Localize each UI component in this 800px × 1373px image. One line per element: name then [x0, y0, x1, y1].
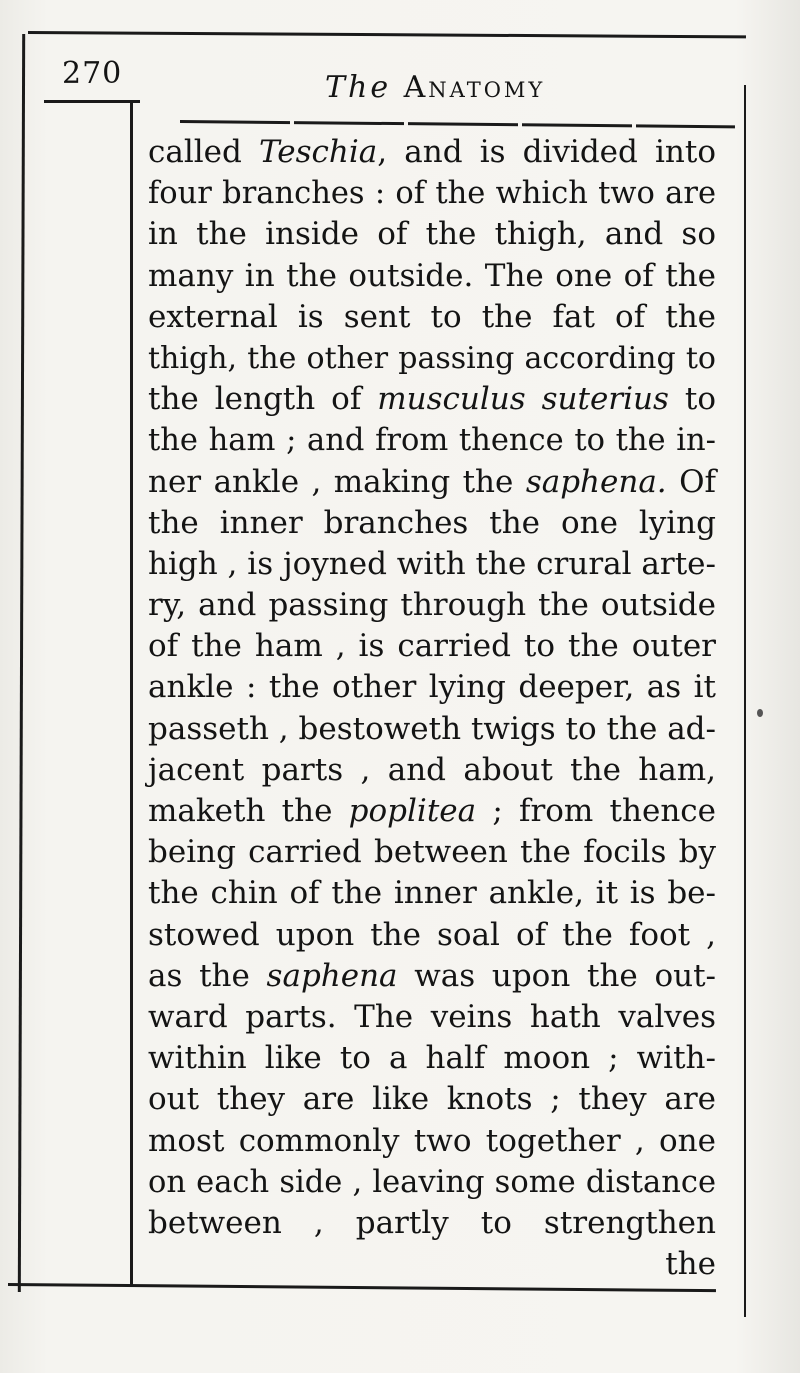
- text-line: [148, 544, 716, 585]
- header-rule: [180, 120, 735, 128]
- text-line: [148, 1162, 716, 1203]
- text-line: [148, 997, 716, 1038]
- text-line: [148, 1203, 716, 1244]
- line-text: ner ankle , making the: [148, 463, 526, 500]
- italic-term: musculus suterius: [377, 381, 669, 418]
- catchword-text: the: [665, 1246, 716, 1283]
- text-line: [148, 173, 716, 214]
- line-text: ward parts. The veins hath valves: [148, 998, 716, 1035]
- margin-rule: [130, 100, 133, 1285]
- text-line: [148, 873, 716, 914]
- text-line: [148, 750, 716, 791]
- line-text: the ham ; and from thence to the in-: [148, 423, 716, 459]
- line-text: the length of: [148, 381, 378, 418]
- text-line: [148, 626, 716, 667]
- line-text: as the: [148, 957, 267, 994]
- text-line: [148, 956, 716, 997]
- line-text: , and is divided into: [377, 134, 717, 170]
- italic-term: poplitea: [348, 793, 477, 829]
- text-line: [148, 256, 716, 297]
- text-line: [148, 709, 716, 750]
- line-text: out they are like knots ; they are: [148, 1081, 716, 1118]
- line-text: between , partly to strengthen: [148, 1204, 716, 1241]
- line-text: Of: [666, 463, 716, 500]
- text-line: [148, 791, 716, 832]
- line-text: to: [668, 381, 717, 418]
- text-line: [148, 132, 716, 173]
- right-border-rule: [744, 85, 746, 1317]
- italic-term: saphena.: [525, 463, 667, 500]
- text-line: [148, 585, 716, 626]
- running-head-title: Anatomy: [403, 70, 546, 105]
- line-text: four branches : of the which two are: [148, 176, 716, 212]
- running-head-article: The: [325, 70, 392, 105]
- text-line: [148, 338, 716, 379]
- line-text: being carried between the focils by: [148, 834, 716, 871]
- line-text: maketh the: [148, 793, 349, 829]
- text-line: [148, 1038, 716, 1079]
- text-line: [148, 667, 716, 708]
- line-text: was upon the out-: [397, 957, 716, 994]
- top-rule: [28, 31, 746, 38]
- ink-blot: [757, 709, 763, 717]
- text-line: [148, 379, 716, 420]
- line-text: most commonly two together , one: [148, 1122, 716, 1159]
- line-text: thigh, the other passing according to: [148, 340, 716, 376]
- text-line: [148, 297, 716, 338]
- text-line: [148, 832, 716, 873]
- body-text: [148, 132, 716, 1285]
- text-line: [148, 1079, 716, 1120]
- line-text: external is sent to the fat of the: [148, 298, 716, 335]
- text-line: [148, 462, 716, 503]
- text-line: [148, 214, 716, 255]
- line-text: ankle : the other lying deeper, as it: [148, 669, 716, 706]
- line-text: of the ham , is carried to the outer: [148, 628, 716, 665]
- line-text: on each side , leaving some distance: [148, 1164, 716, 1200]
- text-line: [148, 503, 716, 544]
- line-text: in the inside of the thigh, and so: [148, 216, 716, 253]
- text-line: [148, 1121, 716, 1162]
- line-text: the chin of the inner ankle, it is be-: [148, 875, 716, 912]
- line-text: jacent parts , and about the ham,: [148, 751, 716, 788]
- running-head: [325, 70, 545, 105]
- page-number: 270: [62, 56, 123, 91]
- line-text: many in the outside. The one of the: [148, 257, 716, 294]
- line-text: passeth , bestoweth twigs to the ad-: [148, 710, 716, 747]
- line-text: stowed upon the soal of the foot ,: [148, 916, 716, 953]
- catchword: [148, 1244, 716, 1285]
- line-text: called: [148, 134, 260, 170]
- line-text: the inner branches the one lying: [148, 504, 716, 541]
- line-text: ; from thence: [476, 793, 716, 829]
- text-line: [148, 420, 716, 461]
- italic-term: saphena: [266, 957, 398, 994]
- italic-term: Teschia: [259, 134, 378, 170]
- left-border-rule: [18, 34, 25, 1292]
- text-line: [148, 915, 716, 956]
- line-text: ry, and passing through the outside: [148, 587, 716, 624]
- line-text: within like to a half moon ; with-: [148, 1040, 716, 1077]
- line-text: high , is joyned with the crural arte-: [148, 545, 716, 582]
- page-number-underline: [44, 100, 140, 103]
